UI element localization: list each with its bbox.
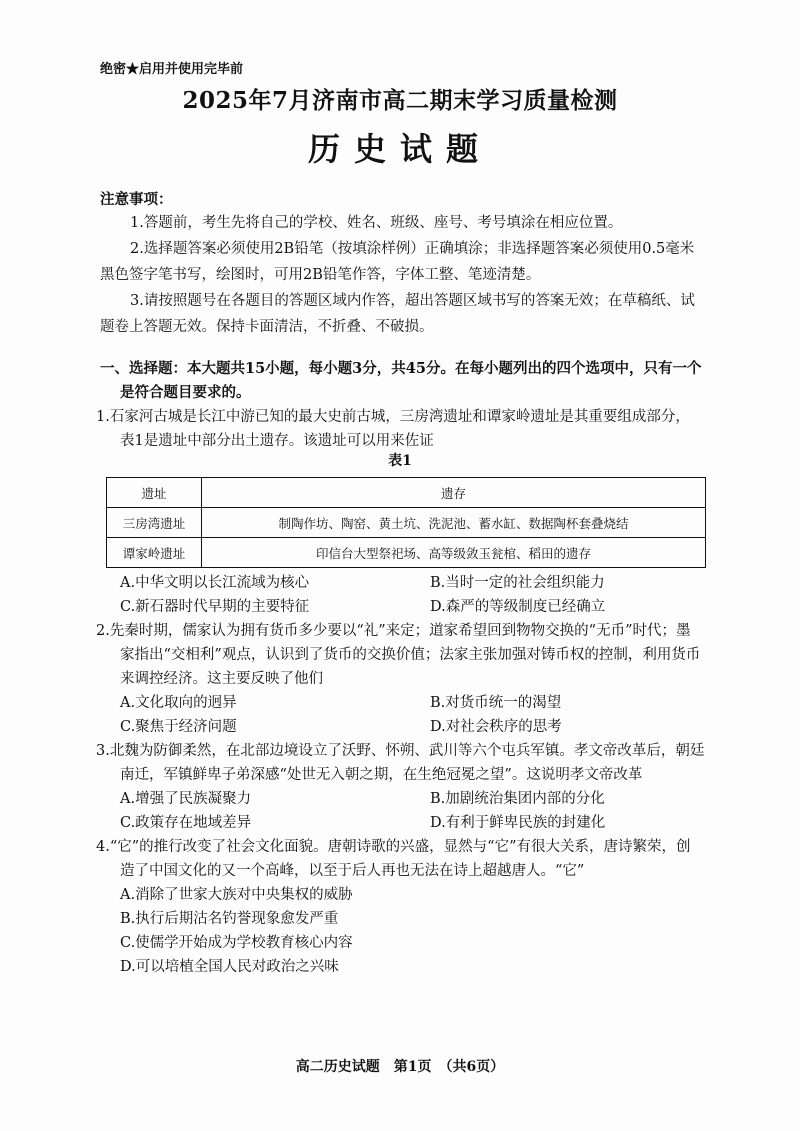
q1-option-a: A.中华文明以长江流域为核心 — [120, 575, 310, 591]
section-heading-cont: 是符合题目要求的。 — [120, 384, 251, 401]
q3-option-a: A.增强了民族凝聚力 — [120, 791, 252, 807]
q4-stem-cont: 造了中国文化的又一个高峰，以至于后人再也无法在诗上超越唐人。“它” — [120, 863, 585, 879]
subject-title: 历史试题 — [307, 130, 492, 168]
notice-heading: 注意事项： — [100, 191, 173, 208]
q1-option-d: D.森严的等级制度已经确立 — [430, 599, 606, 615]
table-row — [107, 508, 706, 538]
q2-option-d: D.对社会秩序的思考 — [430, 719, 562, 735]
q1-stem-cont: 表1是遗址中部分出土遗存。该遗址可以用来佐证 — [120, 433, 434, 449]
q2-option-c: C.聚焦于经济问题 — [120, 719, 237, 735]
q2-option-b: B.对货币统一的渴望 — [430, 695, 562, 711]
notice-item: 3.请按照题号在各题目的答题区域内作答，超出答题区域书写的答案无效；在草稿纸、试 — [130, 293, 695, 309]
q4-option-c: C.使儒学开始成为学校教育核心内容 — [120, 935, 353, 951]
q2-stem-cont: 来调控经济。这主要反映了他们 — [120, 671, 323, 687]
confidential-mark: 绝密★启用并使用完毕前 — [100, 62, 244, 77]
table-cell: 谭家岭遗址 — [107, 538, 202, 568]
notice-item: 1.答题前，考生先将自己的学校、姓名、班级、座号、考号填涂在相应位置。 — [130, 215, 623, 231]
table-cell: 印信台大型祭祀场、高等级敛玉瓮棺、稻田的遗存 — [202, 538, 706, 568]
q1-option-b: B.当时一定的社会组织能力 — [430, 575, 605, 591]
table-header-row — [107, 478, 706, 508]
table-cell: 制陶作坊、陶窑、黄土坑、洗泥池、蓄水缸、数据陶杯套叠烧结 — [202, 508, 706, 538]
notice-item: 2.选择题答案必须使用2B铅笔（按填涂样例）正确填涂；非选择题答案必须使用0.5毫米 — [130, 241, 695, 257]
q1-stem: 1.石家河古城是长江中游已知的最大史前古城，三房湾遗址和谭家岭遗址是其重要组成部分， — [96, 409, 690, 425]
q3-stem-cont: 南迁，军镇鲜卑子弟深感“处世无入朝之期，在生绝冠冕之望”。这说明孝文帝改革 — [120, 767, 643, 783]
q2-option-a: A.文化取向的迥异 — [120, 695, 237, 711]
table-caption: 表1 — [388, 453, 412, 469]
q4-stem: 4.“它”的推行改变了社会文化面貌。唐朝诗歌的兴盛，显然与“它”有很大关系，唐诗繁荣，创 — [96, 839, 691, 855]
table-row — [107, 538, 706, 568]
table-header-cell: 遗址 — [107, 478, 202, 508]
page-footer: 高二历史试题 第1页 （共6页） — [295, 1059, 505, 1075]
section-heading: 一、选择题：本大题共15小题，每小题3分，共45分。在每小题列出的四个选项中，只有一个 — [100, 360, 702, 377]
q1-option-c: C.新石器时代早期的主要特征 — [120, 599, 310, 615]
q2-stem: 2.先秦时期，儒家认为拥有货币多少要以“礼”来定；道家希望回到物物交换的“无币”时代；墨 — [96, 623, 691, 639]
relics-table — [106, 477, 706, 568]
q4-option-a: A.消除了世家大族对中央集权的威胁 — [120, 887, 353, 903]
q4-option-b: B.执行后期沽名钓誉现象愈发严重 — [120, 911, 339, 927]
notice-item: 题卷上答题无效。保持卡面清洁，不折叠、不破损。 — [100, 319, 434, 335]
exam-title: 2025年7月济南市高二期末学习质量检测 — [182, 87, 618, 114]
q3-stem: 3.北魏为防御柔然，在北部边境设立了沃野、怀朔、武川等六个屯兵军镇。孝文帝改革后，朝廷 — [96, 743, 705, 759]
notice-item: 黑色签字笔书写，绘图时，可用2B铅笔作答，字体工整、笔迹清楚。 — [100, 267, 541, 283]
q3-option-b: B.加剧统治集团内部的分化 — [430, 791, 605, 807]
q3-option-d: D.有利于鲜卑民族的封建化 — [430, 815, 606, 831]
q4-option-d: D.可以培植全国人民对政治之兴味 — [120, 959, 339, 975]
q2-stem-cont: 家指出“交相利”观点，认识到了货币的交换价值；法家主张加强对铸币权的控制，利用货币 — [120, 647, 701, 663]
table-header-cell: 遗存 — [202, 478, 706, 508]
q3-option-c: C.政策存在地域差异 — [120, 815, 252, 831]
table-cell: 三房湾遗址 — [107, 508, 202, 538]
